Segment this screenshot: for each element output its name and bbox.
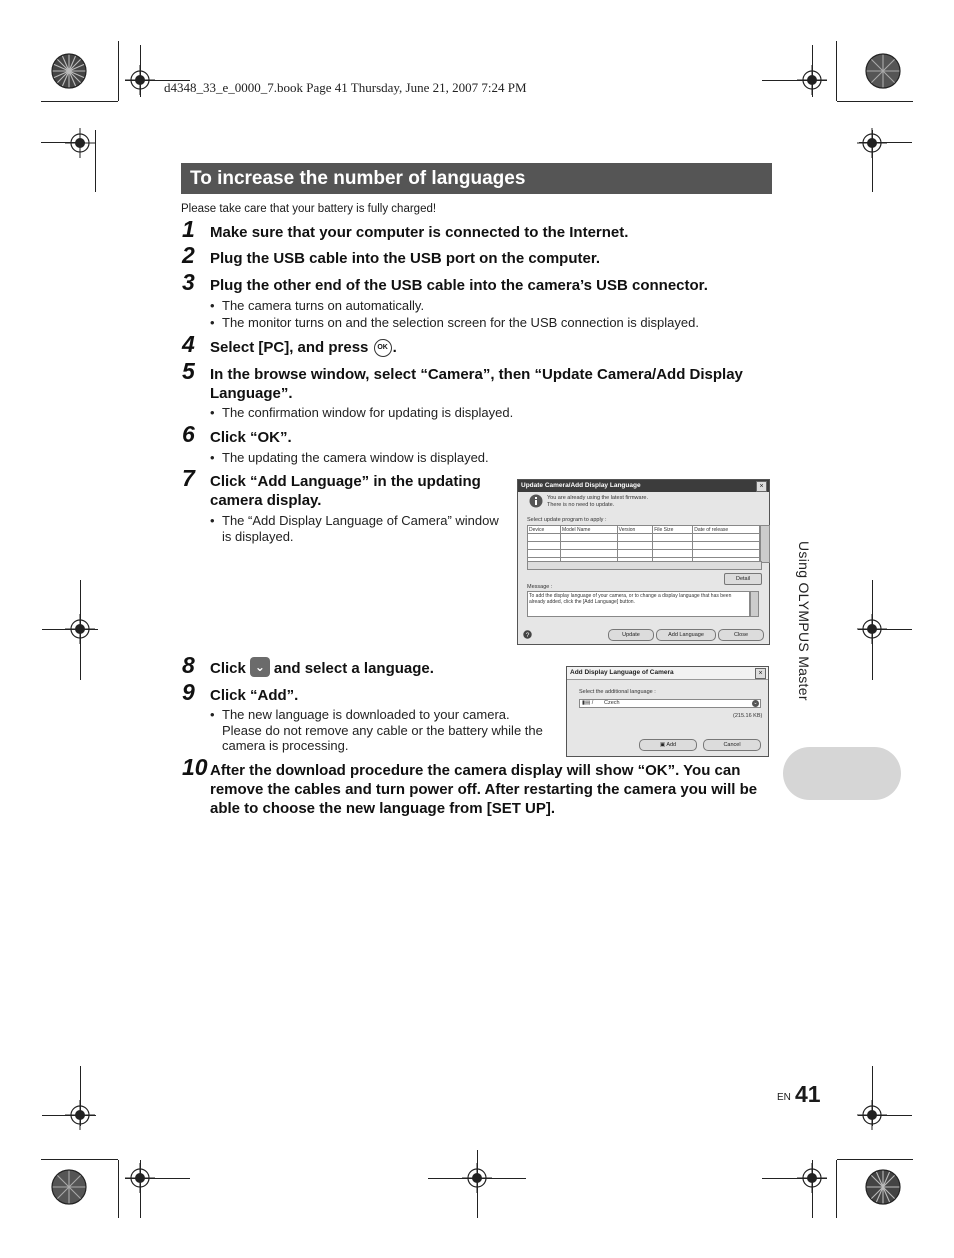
step-number: 6: [182, 421, 195, 447]
registration-target-icon: [125, 1163, 155, 1193]
registration-target-icon: [462, 1163, 492, 1193]
camera-icon: ▣: [659, 742, 667, 748]
step-text-before: Click: [210, 660, 246, 677]
language-select[interactable]: [579, 699, 761, 708]
info-line: You are already using the latest firmware.: [547, 495, 648, 501]
bullet-item: • The monitor turns on and the selection screen for the USB connection is displayed.: [210, 315, 699, 331]
color-rosette-icon: [51, 1169, 87, 1205]
step-text: [210, 338, 397, 357]
registration-target-icon: [65, 128, 95, 158]
column-header: Model Name: [561, 526, 618, 534]
help-icon[interactable]: [523, 630, 532, 639]
chevron-down-icon[interactable]: ⌄: [753, 700, 758, 706]
step-number: 1: [182, 216, 195, 242]
dropdown-arrow-icon: ⌄: [250, 657, 270, 677]
step-text: [210, 659, 434, 679]
column-header: Device: [528, 526, 561, 534]
bullet-item: • The updating the camera window is displayed.: [210, 450, 489, 466]
registration-target-icon: [125, 65, 155, 95]
bullet-item: • The confirmation window for updating is displayed.: [210, 405, 513, 421]
add-button-label: Add: [666, 742, 677, 748]
step-text: Plug the other end of the USB cable into the camera’s USB connector.: [210, 277, 708, 294]
update-camera-window: [517, 479, 770, 645]
step-number: 2: [182, 242, 195, 268]
info-icon: [529, 494, 543, 508]
page-number: 41: [795, 1081, 821, 1107]
detail-button[interactable]: Detail: [724, 573, 762, 585]
svg-text:?: ?: [525, 632, 530, 639]
chapter-tab: [783, 747, 901, 800]
step-text-after: .: [392, 339, 397, 356]
select-label: Select update program to apply :: [527, 517, 607, 523]
language-code: EN: [777, 1092, 791, 1103]
step-text-after: and select a language.: [273, 660, 434, 677]
step-text: Make sure that your computer is connected to the Internet.: [210, 224, 629, 241]
file-size: (215.16 KB): [733, 713, 763, 719]
bullet-item: • The “Add Display Language of Camera” window is displayed.: [210, 513, 504, 544]
flag-icon: ▮▤ /: [582, 700, 594, 706]
column-header: Version: [617, 526, 653, 534]
window-title: Add Display Language of Camera: [567, 667, 768, 680]
step-number: 9: [182, 679, 195, 705]
section-title: To increase the number of languages: [181, 163, 772, 194]
select-language-label: Select the additional language :: [579, 689, 656, 695]
column-header: File Size: [653, 526, 693, 534]
registration-target-icon: [65, 614, 95, 644]
battery-note: Please take care that your battery is fully charged!: [181, 203, 437, 215]
step-text-before: Select [PC], and press: [210, 339, 369, 356]
registration-target-icon: [65, 1100, 95, 1130]
step-number: 4: [182, 331, 195, 357]
step-number: 3: [182, 269, 195, 295]
side-tab-label: Using OLYMPUS Master: [796, 541, 812, 701]
step-number: 5: [182, 358, 195, 384]
step-text: After the download procedure the camera display will show “OK”. You can remove the cables and turn power off. After restarting the camera you will be able to choose the new language from [SET UP].: [210, 762, 758, 817]
step-number: 10: [182, 754, 208, 780]
window-title: Update Camera/Add Display Language: [518, 480, 769, 492]
selected-language: Czech: [604, 700, 620, 706]
step-number: 7: [182, 465, 195, 491]
update-program-table[interactable]: [527, 525, 760, 566]
step-text: Click “OK”.: [210, 429, 292, 446]
scrollbar[interactable]: [750, 591, 759, 617]
bullet-item: • The new language is downloaded to your camera. Please do not remove any cable or the battery while the camera is processing.: [210, 707, 552, 754]
horizontal-scrollbar[interactable]: [527, 561, 762, 570]
column-header: Date of release: [693, 526, 760, 534]
close-icon[interactable]: ×: [755, 668, 766, 679]
update-button[interactable]: Update: [608, 629, 654, 641]
book-info-line: d4348_33_e_0000_7.book Page 41 Thursday, June 21, 2007 7:24 PM: [164, 80, 527, 95]
close-button[interactable]: Close: [718, 629, 764, 641]
bullet-item: • The camera turns on automatically.: [210, 298, 424, 314]
close-icon[interactable]: ×: [756, 481, 767, 492]
registration-target-icon: [797, 1163, 827, 1193]
registration-target-icon: [857, 614, 887, 644]
registration-target-icon: [857, 128, 887, 158]
step-text: Plug the USB cable into the USB port on the computer.: [210, 250, 601, 267]
ok-button-icon: OK: [374, 339, 392, 357]
add-button[interactable]: [639, 739, 697, 751]
color-rosette-icon: [865, 1169, 901, 1205]
step-text: Click “Add Language” in the updating camera display.: [210, 473, 481, 509]
step-text: Click “Add”.: [210, 687, 299, 704]
color-rosette-icon: [51, 53, 87, 89]
step-text: In the browse window, select “Camera”, then “Update Camera/Add Display Language”.: [210, 366, 743, 402]
add-language-button[interactable]: Add Language: [656, 629, 716, 641]
cancel-button[interactable]: Cancel: [703, 739, 761, 751]
info-line: There is no need to update.: [547, 502, 615, 508]
message-label: Message :: [527, 584, 553, 590]
color-rosette-icon: [865, 53, 901, 89]
scrollbar[interactable]: [760, 525, 770, 563]
add-language-window: [566, 666, 769, 757]
registration-target-icon: [857, 1100, 887, 1130]
message-box: To add the display language of your camera, or to change a display language that has been already added, click the [Add Language] button.: [527, 591, 750, 617]
step-number: 8: [182, 652, 195, 678]
registration-target-icon: [797, 65, 827, 95]
